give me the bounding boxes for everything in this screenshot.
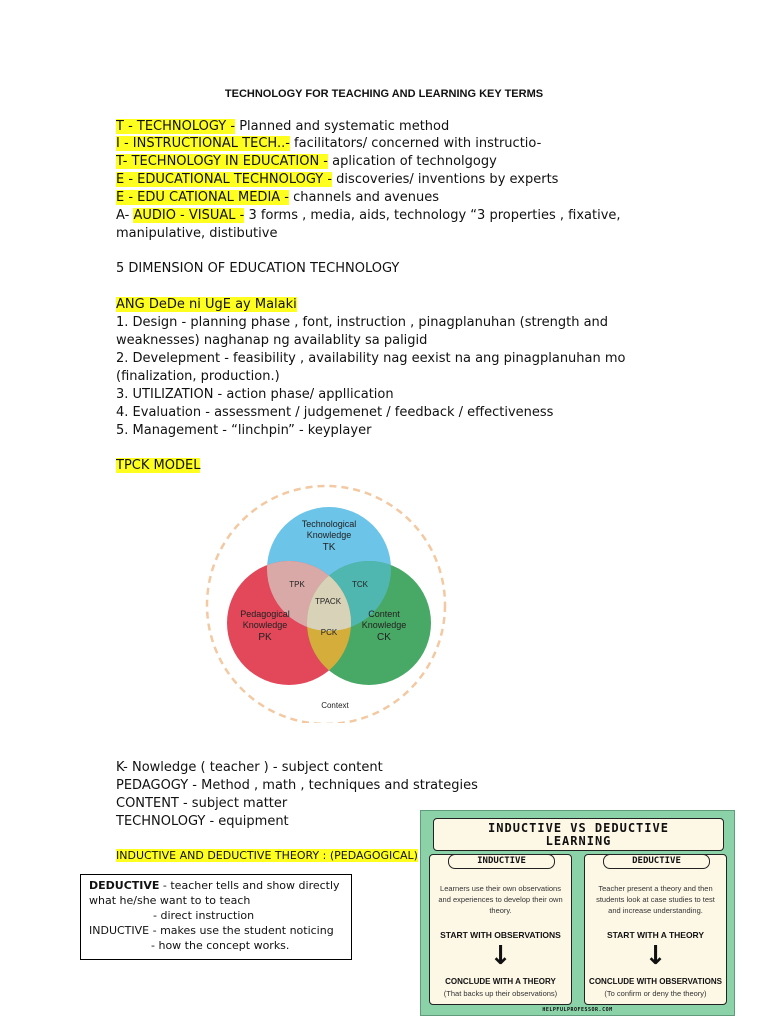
key-term-technology-in-education (116, 153, 497, 171)
theory-heading-title: INDUCTIVE AND DEDUCTIVE THEORY (116, 849, 320, 862)
context-label: Context (321, 701, 349, 710)
inductive-desc: Learners use their own observations and experiences to develop their own theory. (438, 884, 563, 915)
key-term-label: T- TECHNOLOGY IN EDUCATION - (116, 154, 328, 169)
tpack-label: TPACK (314, 597, 342, 606)
theory-heading-tag: (PEDAGOGICAL) (329, 849, 418, 862)
ck-label-1: Content (368, 609, 400, 619)
inductive-text: INDUCTIVE - makes use the student noticing (89, 924, 334, 937)
dimension-line: (finalization, production.) (116, 369, 280, 384)
dimension-line: 2. Develepment - feasibility , availability nag eexist na ang pinagplanuhan mo (116, 351, 626, 366)
key-term-audio-visual-cont: manipulative, distibutive (116, 226, 278, 241)
infographic-title (433, 818, 724, 851)
key-term-label: E - EDUCATIONAL TECHNOLOGY - (116, 172, 333, 187)
theory-heading-sep: : (319, 849, 330, 862)
infographic-footer: HELPFULPROFESSOR.COM (542, 1007, 613, 1013)
key-term-text: channels and avenues (289, 190, 439, 205)
inductive-panel (429, 854, 572, 1005)
ck-abbr: CK (377, 632, 391, 643)
arrow-down-icon: ↓ (489, 941, 512, 971)
deductive-conclude: CONCLUDE WITH OBSERVATIONS (589, 977, 722, 986)
tk-label-1: Technological (301, 519, 357, 529)
ck-label-2: Knowledge (361, 620, 407, 630)
deductive-sub: - direct instruction (153, 909, 255, 922)
deductive-head: DEDUCTIVE (603, 854, 710, 869)
knowledge-line: CONTENT - subject matter (116, 796, 288, 811)
deductive-label: DEDUCTIVE (89, 879, 160, 892)
key-term-text: 3 forms , media, aids, technology “3 properties , fixative, (244, 208, 621, 223)
pck-label: PCK (320, 628, 338, 637)
arrow-down-icon: ↓ (644, 941, 667, 971)
knowledge-line: K- Nowledge ( teacher ) - subject content (116, 760, 383, 775)
key-term-text: aplication of technolgogy (328, 154, 497, 169)
deductive-cont: what he/she want to to teach (89, 894, 251, 907)
key-term-label: AUDIO - VISUAL - (133, 208, 245, 223)
dimensions-heading: 5 DIMENSION OF EDUCATION TECHNOLOGY (116, 261, 400, 276)
key-term-educational-technology (116, 171, 558, 189)
tpck-heading-text: TPCK MODEL (116, 458, 201, 473)
key-term-label: T - TECHNOLOGY - (116, 119, 236, 134)
deductive-desc: Teacher present a theory and then students look at case studies to test and increase understanding. (596, 884, 715, 915)
key-term-text: Planned and systematic method (235, 119, 450, 134)
tk-abbr: TK (322, 542, 336, 553)
key-term-text: discoveries/ inventions by experts (332, 172, 559, 187)
tpck-venn-diagram (195, 478, 457, 723)
mnemonic-text: ANG DeDe ni UgE ay Malaki (116, 297, 297, 312)
tk-label-2: Knowledge (306, 530, 352, 540)
deductive-start: START WITH A THEORY (606, 930, 705, 940)
dimension-line: 1. Design - planning phase , font, instruction , pinagplanuhan (strength and (116, 315, 609, 330)
inductive-start: START WITH OBSERVATIONS (440, 930, 561, 940)
mnemonic (116, 296, 297, 314)
key-term-instructional-tech (116, 135, 541, 153)
key-term-audio-visual (116, 207, 621, 225)
pk-label-2: Knowledge (242, 620, 288, 630)
pk-abbr: PK (258, 632, 272, 643)
inductive-head: INDUCTIVE (448, 854, 555, 869)
infographic-title-line2: LEARNING (545, 834, 612, 848)
key-term-educational-media (116, 189, 439, 207)
document-title: TECHNOLOGY FOR TEACHING AND LEARNING KEY TERMS (224, 88, 544, 100)
tpk-label: TPK (289, 580, 305, 589)
inductive-sub: - how the concept works. (151, 939, 290, 952)
pk-label-1: Pedagogical (240, 609, 290, 619)
key-term-text: facilitators/ concerned with instructio- (289, 136, 542, 151)
inductive-vs-deductive-infographic (420, 810, 735, 1016)
theory-heading (116, 847, 418, 865)
dimension-line: 5. Management - “linchpin” - keyplayer (116, 423, 372, 438)
tck-label: TCK (352, 580, 368, 589)
inductive-conclude: CONCLUDE WITH A THEORY (445, 977, 556, 986)
deductive-note: (To confirm or deny the theory) (604, 989, 707, 998)
tpck-heading (116, 457, 200, 475)
key-term-prefix: A- (116, 208, 134, 223)
key-term-technology (116, 118, 449, 136)
dimension-line: 4. Evaluation - assessment / judgemenet / feedback / effectiveness (116, 405, 554, 420)
knowledge-line: PEDAGOGY - Method , math , techniques and strategies (116, 778, 478, 793)
key-term-label: I - INSTRUCTIONAL TECH..- (116, 136, 290, 151)
dimension-line: 3. UTILIZATION - action phase/ appllication (116, 387, 394, 402)
deductive-panel (584, 854, 727, 1005)
deductive-line (89, 878, 343, 893)
infographic-title-line1: INDUCTIVE VS DEDUCTIVE (488, 821, 669, 835)
deductive-text: - teacher tells and show directly (159, 879, 340, 892)
inductive-note: (That backs up their observations) (443, 989, 558, 998)
definition-box (80, 874, 352, 960)
knowledge-line: TECHNOLOGY - equipment (116, 814, 289, 829)
dimension-line: weaknesses) naghanap ng availablity sa paligid (116, 333, 428, 348)
key-term-label: E - EDU CATIONAL MEDIA - (116, 190, 289, 205)
